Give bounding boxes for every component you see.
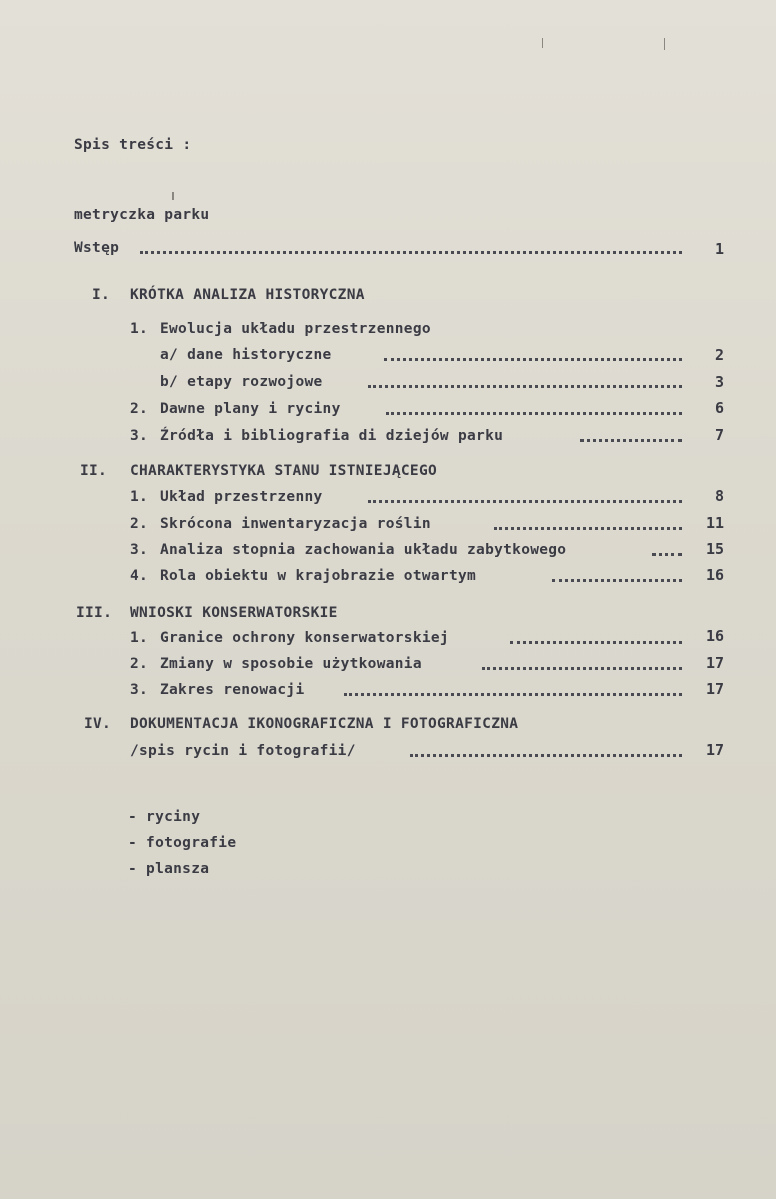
section-title: WNIOSKI KONSERWATORSKIE [130, 605, 338, 621]
leader-dots [140, 251, 682, 254]
item-number: 1. [130, 321, 149, 337]
leader-dots [386, 412, 682, 415]
item-label: /spis rycin i fotografii/ [130, 743, 356, 759]
section-numeral: III. [76, 605, 113, 621]
item-page: 16 [705, 566, 724, 584]
section-numeral: I. [92, 287, 111, 303]
item-number: 2. [130, 401, 149, 417]
item-number: 3. [130, 428, 149, 444]
item-label: b/ etapy rozwojowe [160, 374, 323, 390]
intro-page: 1 [714, 240, 724, 258]
item-page: 3 [714, 373, 724, 391]
item-page: 17 [705, 654, 724, 672]
appendix-item: - fotografie [128, 835, 237, 851]
leader-dots [552, 579, 682, 582]
item-number: 3. [130, 682, 149, 698]
leader-dots [410, 754, 682, 757]
item-page: 15 [705, 540, 724, 558]
leader-dots [510, 641, 682, 644]
item-number: 1. [130, 489, 149, 505]
section-title: KRÓTKA ANALIZA HISTORYCZNA [130, 287, 365, 303]
appendix-item: - plansza [128, 861, 210, 877]
item-label: Rola obiektu w krajobrazie otwartym [160, 568, 477, 584]
item-label: Źródła i bibliografia di dziejów parku [160, 428, 504, 444]
item-label: Granice ochrony konserwatorskiej [160, 630, 449, 646]
section-title: CHARAKTERYSTYKA STANU ISTNIEJĄCEGO [130, 463, 438, 479]
item-number: 3. [130, 542, 149, 558]
item-label: a/ dane historyczne [160, 347, 332, 363]
item-number: 2. [130, 516, 149, 532]
toc-heading: Spis treści : [74, 137, 192, 153]
ink-speck [664, 38, 665, 50]
item-page: 8 [714, 487, 724, 505]
section-numeral: IV. [84, 716, 112, 732]
item-label: Dawne plany i ryciny [160, 401, 341, 417]
item-page: 16 [705, 627, 724, 645]
leader-dots [368, 385, 682, 388]
section-title: DOKUMENTACJA IKONOGRAFICZNA I FOTOGRAFICZNA [130, 716, 519, 732]
section-numeral: II. [80, 463, 108, 479]
item-label: Analiza stopnia zachowania układu zabytkowego [160, 542, 567, 558]
ink-speck [542, 38, 543, 48]
ink-speck [172, 192, 174, 200]
appendix-item: - ryciny [128, 809, 201, 825]
item-page: 7 [714, 426, 724, 444]
leader-dots [368, 500, 682, 503]
item-number: 2. [130, 656, 149, 672]
item-page: 11 [705, 514, 724, 532]
intro-label: Wstęp [74, 240, 120, 256]
leader-dots [652, 553, 682, 556]
leader-dots [344, 693, 682, 696]
metryczka-label: metryczka parku [74, 207, 210, 223]
leader-dots [384, 358, 682, 361]
item-label: Skrócona inwentaryzacja roślin [160, 516, 431, 532]
item-page: 2 [714, 346, 724, 364]
item-number: 1. [130, 630, 149, 646]
leader-dots [494, 527, 682, 530]
item-label: Ewolucja układu przestrzennego [160, 321, 431, 337]
leader-dots [482, 667, 682, 670]
item-label: Zmiany w sposobie użytkowania [160, 656, 422, 672]
leader-dots [580, 439, 682, 442]
item-label: Układ przestrzenny [160, 489, 323, 505]
item-label: Zakres renowacji [160, 682, 305, 698]
item-page: 17 [705, 741, 724, 759]
item-number: 4. [130, 568, 149, 584]
item-page: 6 [714, 399, 724, 417]
item-page: 17 [705, 680, 724, 698]
